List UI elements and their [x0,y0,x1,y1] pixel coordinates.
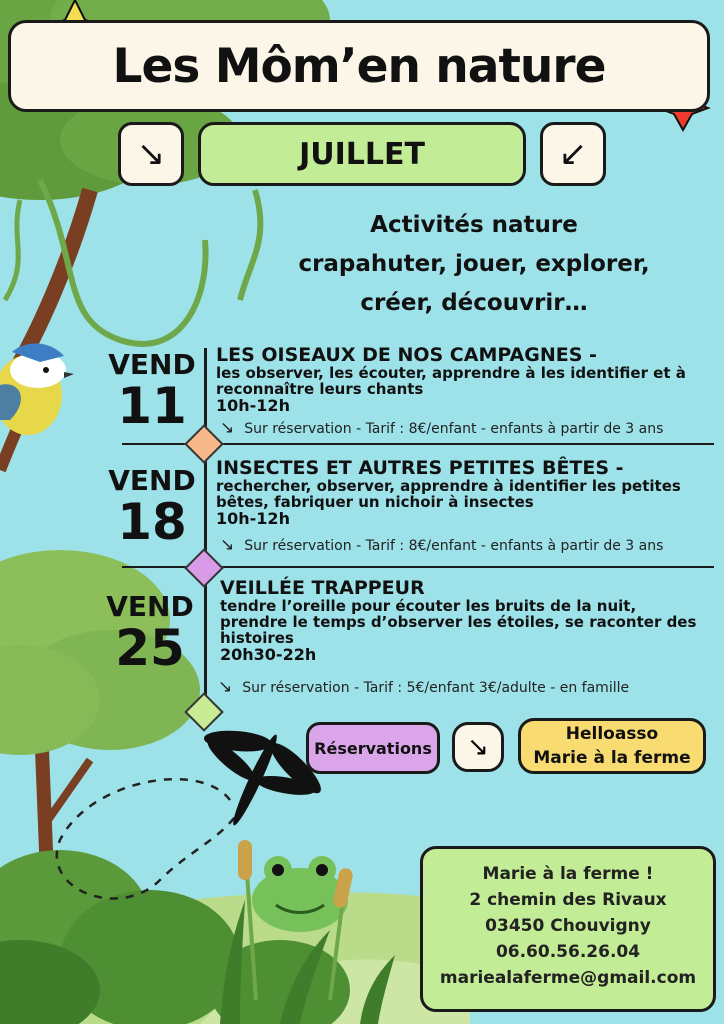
arrow-down-right-button [118,122,184,186]
reservations-arrow-button [452,722,504,772]
event-time: 20h30-22h [220,645,317,664]
arrow-down-right-icon: ↘ [218,677,233,697]
event-title: LES OISEAUX DE NOS CAMPAGNES - [216,344,597,366]
page-title: Les Môm’en nature [112,38,606,94]
event-description: tendre l’oreille pour écouter les bruits de la nuit, [220,597,637,615]
event-description: rechercher, observer, apprendre à identifier les petites [216,477,681,495]
arrow-down-left-icon: ↙ [558,134,588,174]
timeline-line [204,580,207,700]
event-info-text: Sur réservation - Tarif : 8€/enfant - enfants à partir de 3 ans [244,421,664,437]
event-time: 10h-12h [216,396,290,415]
event-info [218,677,708,697]
day-number: 18 [117,493,187,551]
event-description: prendre le temps d’observer les étoiles, se raconter des [220,613,697,631]
contact-card [420,846,716,1012]
event-title: INSECTES ET AUTRES PETITES BÊTES - [216,457,624,479]
event-title: VEILLÉE TRAPPEUR [220,577,425,599]
contact-city: 03450 Chouvigny [485,916,651,936]
contact-name: Marie à la ferme ! [482,864,654,884]
title-banner [8,20,710,112]
event-description: reconnaître leurs chants [216,380,424,398]
contact-email: mariealaferme@gmail.com [439,968,697,988]
day-name: VEND [108,348,196,381]
day-number: 25 [115,619,185,677]
month-label: JUILLET [198,122,526,186]
arrow-down-right-icon: ↘ [220,418,235,438]
event-time: 10h-12h [216,509,290,528]
arrow-down-right-icon: ↘ [220,535,235,555]
platform-label: Helloasso [565,724,659,744]
contact-address: 2 chemin des Rivaux [469,890,667,910]
event-info [220,418,710,438]
arrow-down-right-icon: ↘ [467,732,489,762]
event-details [216,345,716,415]
event-description: bêtes, fabriquer un nichoir à insectes [216,493,534,511]
blue-tit-bird [0,343,74,435]
intro-line-2: crapahuter, jouer, explorer, [298,251,650,277]
event-info-text: Sur réservation - Tarif : 8€/enfant - enfants à partir de 3 ans [244,538,664,554]
frog [252,856,348,932]
day-name: VEND [106,590,194,623]
intro-text [262,206,686,323]
intro-line-1: Activités nature [370,212,578,238]
event-date [104,464,200,551]
event-info [220,535,710,555]
vine [40,180,206,344]
reservations-button: Réservations [306,722,440,774]
event-details [220,578,716,664]
event-date [104,348,200,435]
helloasso-box [518,718,706,774]
event-description: histoires [220,629,294,647]
platform-name: Marie à la ferme [533,748,691,768]
event-details [216,458,716,528]
event-info-text: Sur réservation - Tarif : 5€/enfant 3€/adulte - en famille [242,680,630,696]
intro-line-3: créer, découvrir… [360,290,588,316]
event-date [102,590,198,677]
arrow-down-left-button [540,122,606,186]
event-description: les observer, les écouter, apprendre à les identifier et à [216,364,686,382]
day-number: 11 [117,377,187,435]
contact-phone: 06.60.56.26.04 [495,942,641,962]
day-name: VEND [108,464,196,497]
arrow-down-right-icon: ↘ [136,134,166,174]
